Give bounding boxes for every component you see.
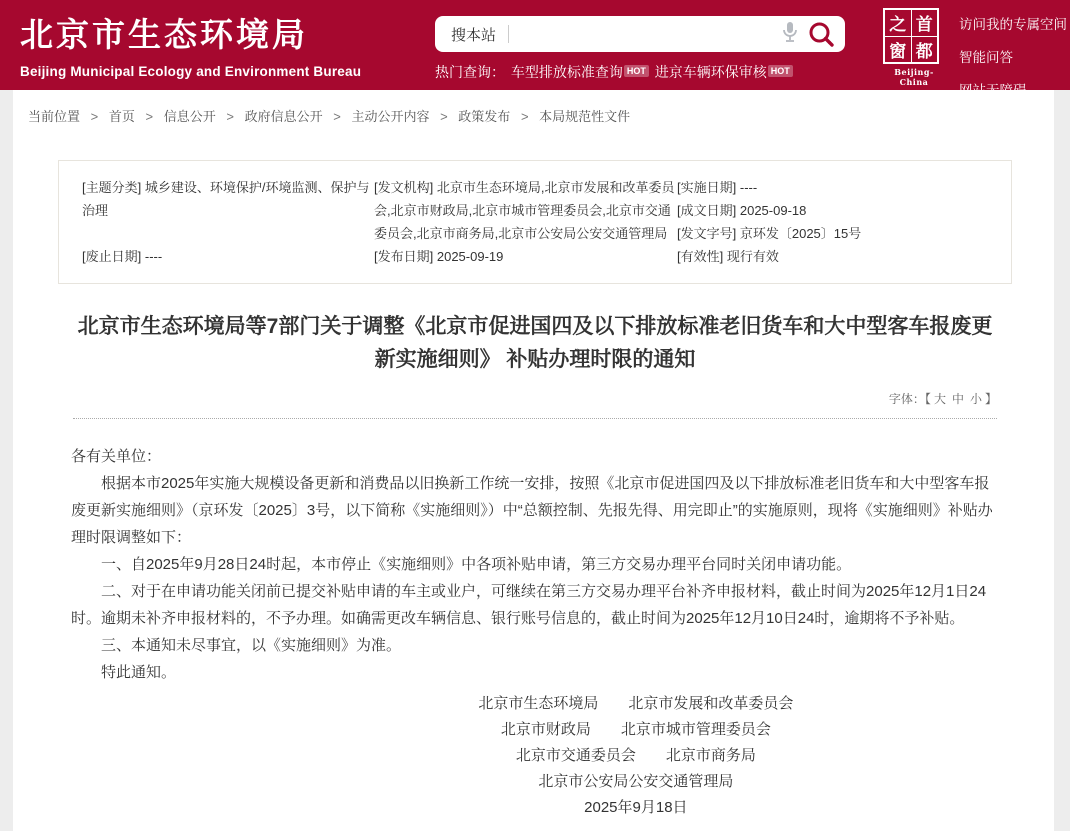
meta-column-2	[374, 176, 677, 268]
meta-column-3	[677, 176, 1003, 268]
signature-block	[404, 691, 867, 821]
quick-link-accessibility[interactable]: 网站无障碍	[959, 83, 1027, 98]
hot-queries	[435, 62, 845, 82]
paragraph-item-1: 一、自2025年9月28日24时起，本市停止《实施细则》中各项补贴申请，第三方交易办理平台同时关闭申请功能。	[101, 556, 852, 573]
capital-window-logo[interactable]	[883, 8, 945, 99]
breadcrumb-gov-info[interactable]: 政府信息公开	[244, 109, 323, 124]
hot-query-link-beijing-entry-check[interactable]: 进京车辆环保审核 HOT	[655, 64, 793, 80]
signature-line: 北京市公安局公安交通管理局	[538, 773, 734, 790]
signature-line: 北京市生态环境局 北京市发展和改革委员会	[478, 695, 794, 712]
breadcrumb-separator: >	[145, 109, 154, 124]
search-divider	[508, 25, 509, 43]
meta-publish-date: [发布日期] 2025-09-19	[374, 249, 504, 264]
document-metadata-box	[58, 160, 1012, 284]
site-title[interactable]: 北京市生态环境局	[20, 16, 308, 53]
paragraph-item-3: 三、本通知未尽事宜，以《实施细则》为准。	[101, 637, 402, 654]
quick-links	[959, 13, 1067, 99]
logo-char: 首	[912, 10, 938, 36]
bracket: 】	[984, 392, 997, 406]
breadcrumb-home[interactable]: 首页	[108, 109, 135, 124]
font-size-label: 字体：	[888, 392, 925, 406]
bracket: 【	[924, 392, 931, 406]
font-size-small-button[interactable]: 小	[969, 392, 982, 406]
meta-issuing-org: [发文机构] 北京市生态环境局,北京市发展和改革委员会,北京市财政局,北京市城市管理委员会,北京市交通委员会,北京市商务局,北京市公安局公安交通管理局	[374, 180, 675, 241]
signature-line: 北京市交通委员会 北京市商务局	[515, 747, 756, 764]
microphone-icon[interactable]	[782, 21, 798, 48]
meta-abolish-date: [废止日期] ----	[82, 249, 163, 264]
font-size-control	[13, 390, 997, 407]
site-brand[interactable]	[20, 9, 361, 79]
quick-link-my-space[interactable]: 访问我的专属空间	[959, 17, 1067, 32]
font-size-large-button[interactable]: 大	[933, 392, 946, 406]
hot-badge: HOT	[768, 65, 793, 77]
paragraph-intro: 根据本市2025年实施大规模设备更新和消费品以旧换新工作统一安排，按照《北京市促进国四及以下排放标准老旧货车和大中型客车报废更新实施细则》（京环发〔2025〕3号，以下简称《实施细则》）中“总额控制、先报先得、用完即止”的实施原则，现将《实施细则》补贴办理时限调整如下：	[71, 475, 993, 546]
meta-implementation-date: [实施日期] ----	[677, 180, 758, 195]
meta-written-date: [成文日期] 2025-09-18	[677, 203, 807, 218]
breadcrumb-normative-documents[interactable]: 本局规范性文件	[539, 109, 631, 124]
breadcrumb-separator: >	[520, 109, 529, 124]
signature-line: 北京市财政局 北京市城市管理委员会	[500, 721, 771, 738]
meta-topic: [主题分类] 城乡建设、环境保护/环境监测、保护与治理	[82, 180, 370, 218]
dotted-divider	[73, 418, 997, 419]
site-title-english: Beijing Municipal Ecology and Environment Bureau	[20, 64, 362, 79]
capital-window-logo-seal	[883, 8, 939, 64]
breadcrumb-label: 当前位置	[28, 109, 81, 124]
article-body	[58, 443, 1010, 821]
breadcrumb-proactive-disclosure[interactable]: 主动公开内容	[351, 109, 430, 124]
breadcrumb-info-disclosure[interactable]: 信息公开	[163, 109, 216, 124]
site-header	[0, 0, 1070, 98]
article-title: 北京市生态环境局等7部门关于调整《北京市促进国四及以下排放标准老旧货车和大中型客车报废更新实施细则》 补贴办理时限的通知	[77, 315, 993, 371]
search-box	[435, 16, 845, 52]
meta-validity: [有效性] 现行有效	[677, 249, 779, 264]
breadcrumb-separator: >	[333, 109, 341, 124]
breadcrumb-separator: >	[226, 109, 234, 124]
meta-column-1	[82, 176, 374, 268]
logo-char: 都	[912, 37, 938, 63]
breadcrumb-separator: >	[440, 109, 448, 124]
closing-line: 特此通知。	[101, 664, 177, 681]
breadcrumb-policy-release[interactable]: 政策发布	[458, 109, 511, 124]
logo-caption: Beijing-China	[894, 67, 934, 87]
search-scope-selector[interactable]: 搜本站	[451, 26, 497, 44]
salutation: 各有关单位：	[71, 448, 162, 465]
search-input[interactable]	[521, 26, 782, 42]
hot-badge: HOT	[624, 65, 649, 77]
logo-char: 窗	[885, 37, 911, 63]
quick-link-smart-qa[interactable]: 智能问答	[959, 50, 1013, 65]
breadcrumb-separator: >	[90, 109, 99, 124]
signature-date: 2025年9月18日	[584, 799, 688, 816]
font-size-medium-button[interactable]: 中	[951, 392, 964, 406]
meta-doc-number: [发文字号] 京环发〔2025〕15号	[677, 226, 862, 241]
search-button[interactable]	[808, 21, 835, 48]
logo-char: 之	[885, 10, 911, 36]
hot-query-link-vehicle-emission[interactable]: 车型排放标准查询 HOT	[511, 64, 649, 80]
page-container	[13, 90, 1054, 831]
search-area	[435, 16, 845, 82]
paragraph-item-2: 二、对于在申请功能关闭前已提交补贴申请的车主或业户，可继续在第三方交易办理平台补齐申报材料，截止时间为2025年12月1日24时。逾期未补齐申报材料的，不予办理。如确需更改车辆信息、银行账号信息的，截止时间为2025年12月10日24时，逾期将不予补贴。	[71, 583, 987, 627]
hot-queries-label: 热门查询：	[435, 64, 505, 80]
header-right	[883, 8, 1067, 99]
